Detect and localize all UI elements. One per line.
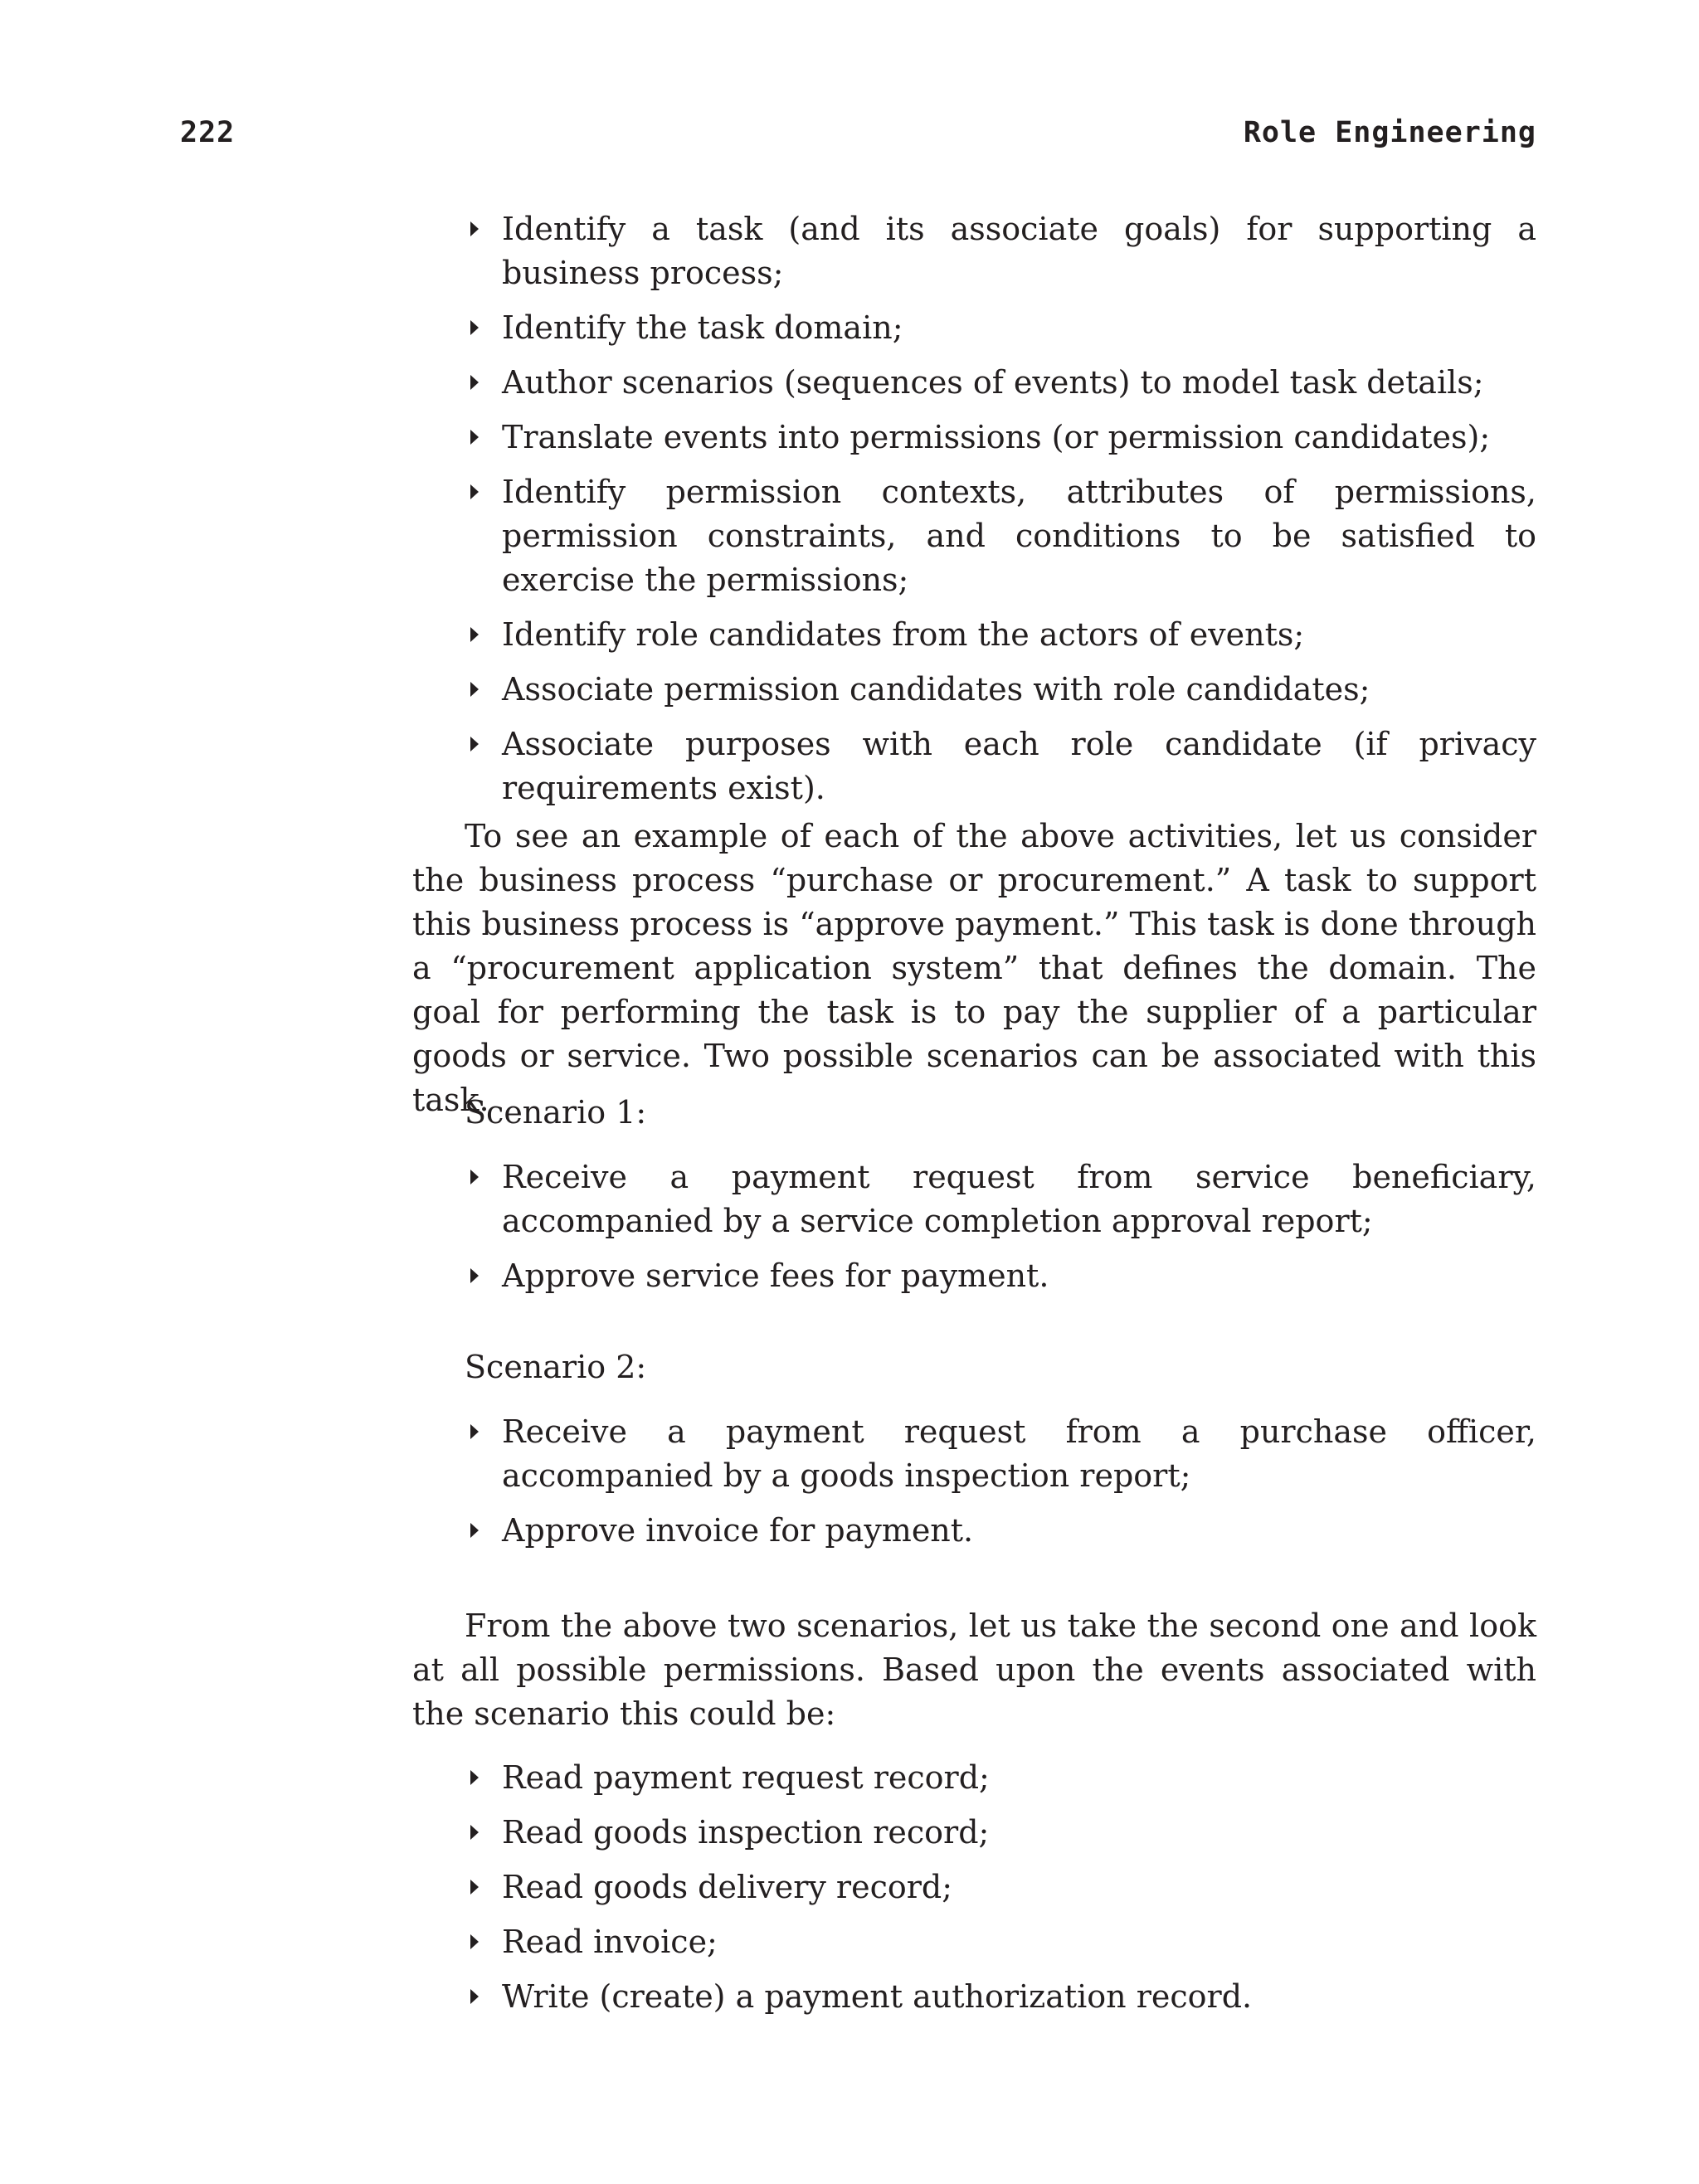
list-item: Associate permission candidates with role candidates; bbox=[465, 668, 1536, 712]
list-item: Read goods delivery record; bbox=[465, 1865, 1536, 1909]
bullet-icon bbox=[470, 1880, 479, 1895]
scenario-1-label: Scenario 1: bbox=[465, 1094, 647, 1131]
activities-list bbox=[465, 207, 1536, 821]
bullet-icon bbox=[470, 1934, 479, 1949]
running-title: Role Engineering bbox=[1243, 116, 1536, 149]
paragraph-permissions-intro: From the above two scenarios, let us take the second one and look at all possible permissions. Based upon the events associated with the scenario this could be: bbox=[412, 1608, 1536, 1732]
scenario-1-list bbox=[465, 1155, 1536, 1309]
bullet-icon bbox=[470, 375, 479, 390]
bullet-icon bbox=[470, 1989, 479, 2004]
list-item: Read invoice; bbox=[465, 1920, 1536, 1964]
paragraph-procurement-example: To see an example of each of the above activities, let us consider the business process “purchase or procurement.” A task to support this business process is “approve payment.” This task is done through a “procurement application system” that defines the domain. The goal for performing the task is to pay the supplier of a particular goods or service. Two possible scenarios can be associated with this task. bbox=[412, 818, 1536, 1118]
bullet-icon bbox=[470, 682, 479, 697]
list-item: Identify permission contexts, attributes of permissions, permission constraints, and conditions to be satisfied to exercise the permissions; bbox=[465, 470, 1536, 602]
list-item: Associate purposes with each role candidate (if privacy requirements exist). bbox=[465, 722, 1536, 810]
bullet-icon bbox=[470, 1268, 479, 1283]
list-item: Identify the task domain; bbox=[465, 306, 1536, 350]
bullet-icon bbox=[470, 1170, 479, 1184]
list-item: Read goods inspection record; bbox=[465, 1811, 1536, 1855]
running-head bbox=[180, 116, 1536, 158]
bullet-icon bbox=[470, 484, 479, 499]
bullet-icon bbox=[470, 430, 479, 445]
bullet-icon bbox=[470, 1825, 479, 1840]
bullet-icon bbox=[470, 221, 479, 236]
list-item: Approve service fees for payment. bbox=[465, 1254, 1536, 1298]
bullet-icon bbox=[470, 1424, 479, 1439]
page-number: 222 bbox=[180, 116, 236, 149]
list-item: Identify a task (and its associate goals) for supporting a business process; bbox=[465, 207, 1536, 295]
list-item: Author scenarios (sequences of events) to model task details; bbox=[465, 361, 1536, 405]
list-item: Identify role candidates from the actors of events; bbox=[465, 613, 1536, 657]
list-item: Write (create) a payment authorization record. bbox=[465, 1975, 1536, 2019]
list-item: Read payment request record; bbox=[465, 1756, 1536, 1800]
bullet-icon bbox=[470, 1770, 479, 1785]
list-item: Receive a payment request from a purchase officer, accompanied by a goods inspection report; bbox=[465, 1410, 1536, 1498]
bullet-icon bbox=[470, 1523, 479, 1538]
bullet-icon bbox=[470, 320, 479, 335]
bullet-icon bbox=[470, 627, 479, 642]
list-item: Approve invoice for payment. bbox=[465, 1509, 1536, 1553]
bullet-icon bbox=[470, 737, 479, 752]
permissions-list bbox=[465, 1756, 1536, 2030]
scenario-2-label: Scenario 2: bbox=[465, 1349, 647, 1385]
list-item: Receive a payment request from service beneficiary, accompanied by a service completion approval report; bbox=[465, 1155, 1536, 1243]
list-item: Translate events into permissions (or permission candidates); bbox=[465, 416, 1536, 460]
scenario-2-list bbox=[465, 1410, 1536, 1564]
